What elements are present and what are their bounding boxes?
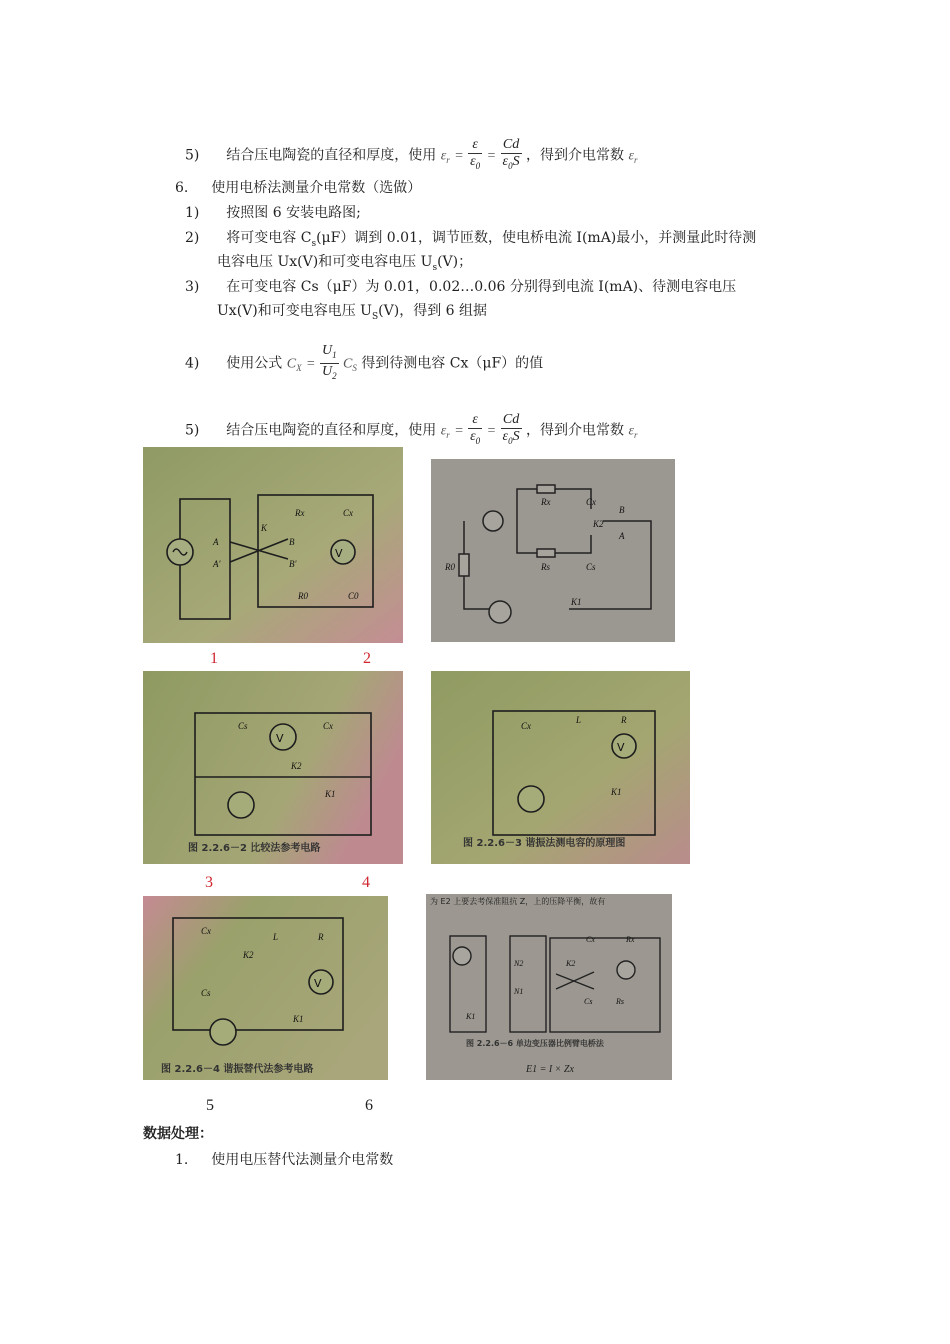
section-number: 6.: [175, 180, 189, 196]
fig1-v-label: V: [335, 547, 343, 560]
svg-text:K1: K1: [571, 597, 582, 607]
svg-text:R: R: [621, 715, 627, 725]
svg-text:B: B: [289, 537, 295, 547]
svg-text:N2: N2: [514, 959, 524, 968]
svg-text:R: R: [318, 932, 324, 942]
formula-eps-r: $\varepsilon_r$ = $\frac{\varepsilon}{\varepsilon_0}$ = $\frac{Cd}{\varepsilon_0S}$: [440, 137, 520, 171]
fig6-formula: E1 = I × Zx: [526, 1064, 574, 1075]
svg-text:V: V: [617, 741, 625, 754]
step-number: 5): [185, 147, 200, 164]
item-number: 1.: [175, 1152, 189, 1168]
svg-text:R0: R0: [445, 562, 455, 572]
svg-text:Rs: Rs: [616, 997, 624, 1006]
svg-text:Cs: Cs: [238, 721, 248, 731]
section-6: [175, 178, 421, 198]
step-number: 5): [185, 422, 200, 439]
svg-text:R0: R0: [298, 591, 308, 601]
svg-text:C0: C0: [348, 591, 359, 601]
svg-text:Rx: Rx: [295, 508, 305, 518]
svg-text:B: B: [619, 505, 625, 515]
step-3-cont: Ux(V)和可变电容电压 $U_S(V)$，得到 6 组据: [217, 303, 487, 322]
data-section-heading: 数据处理：: [143, 1126, 213, 1142]
data-item-1: [175, 1150, 393, 1170]
svg-text:Rx: Rx: [541, 497, 551, 507]
figure-3-circuit-photo: [143, 671, 403, 864]
svg-text:A: A: [213, 537, 219, 547]
svg-text:V: V: [314, 977, 322, 990]
step-number: 4): [185, 355, 200, 372]
svg-text:K1: K1: [611, 787, 622, 797]
svg-text:Cx: Cx: [586, 497, 596, 507]
figure-number-4: 4: [362, 874, 370, 891]
svg-text:Rs: Rs: [541, 562, 550, 572]
figure-4-circuit-photo: [431, 671, 690, 864]
step-1: [185, 203, 361, 223]
fig4-caption: 图 2.2.6－3 谐振法测电容的原理图: [463, 838, 626, 849]
fig6-top-text: 为 E2 上要去考保准阻抗 Z，上的压降平衡，故有: [430, 897, 606, 906]
svg-text:K2: K2: [593, 519, 604, 529]
svg-text:V: V: [276, 732, 284, 745]
section-title: 使用电桥法测量介电常数（选做）: [211, 180, 422, 196]
figure-1-circuit-photo: [143, 447, 403, 643]
figure-number-2: 2: [363, 650, 371, 667]
svg-text:K2: K2: [566, 959, 576, 968]
svg-text:K: K: [261, 523, 268, 533]
svg-text:K1: K1: [466, 1012, 476, 1021]
step-3: 3) 在可变电容 Cs（μF）为 0.01，0.02…0.06 分别得到电流 I(mA)、待测电容电压: [185, 279, 737, 295]
formula-eps-r: $\varepsilon_r$ = $\frac{\varepsilon}{\varepsilon_0}$ = $\frac{Cd}{\varepsilon_0S}$: [440, 412, 520, 446]
svg-text:Cx: Cx: [586, 935, 595, 944]
step-5-second: 5) 结合压电陶瓷的直径和厚度，使用 $\varepsilon_r$ = $\frac{\varepsilon}{\varepsilon_0}$ = $\frac{Cd}{\varepsilon_0S}$ ，得到介电常数 $\varepsilon_r$: [185, 412, 638, 449]
step-number: 1): [185, 205, 200, 221]
svg-text:Cx: Cx: [343, 508, 353, 518]
svg-text:A: A: [619, 531, 625, 541]
step-5-first: 5) 结合压电陶瓷的直径和厚度，使用 $\varepsilon_r$ = $\frac{\varepsilon}{\varepsilon_0}$ = $\frac{Cd}{\varepsilon_0S}$ ，得到介电常数 $\varepsilon_r$: [185, 137, 638, 174]
svg-text:Cs: Cs: [584, 997, 593, 1006]
figure-6-circuit-photo: [426, 894, 672, 1080]
svg-text:Cx: Cx: [323, 721, 333, 731]
step-4: 4) 使用公式 $C_X$ = $\frac{U_1}{U_2}$ $C_S$ 得到待测电容 Cx（μF）的值: [185, 343, 543, 384]
svg-text:Cx: Cx: [521, 721, 531, 731]
svg-text:N1: N1: [514, 987, 524, 996]
fig5-caption: 图 2.2.6－4 谐振替代法参考电路: [161, 1064, 314, 1075]
figure-number-5: 5: [206, 1097, 214, 1114]
svg-text:K1: K1: [325, 789, 336, 799]
item-text: 使用电压替代法测量介电常数: [211, 1152, 394, 1168]
figure-2-circuit-photo: [431, 459, 675, 642]
svg-text:Rx: Rx: [626, 935, 635, 944]
svg-text:L: L: [273, 932, 279, 942]
svg-text:Cs: Cs: [201, 988, 211, 998]
figure-number-1: 1: [210, 650, 218, 667]
svg-text:Cx: Cx: [201, 926, 211, 936]
step-2: 2) 将可变电容 $C_s(\mu F)$调到 0.01，调节匝数，使电桥电流 I(mA)最小，并测量此时待测: [185, 230, 757, 249]
figure-number-6: 6: [365, 1097, 373, 1114]
figure-number-3: 3: [205, 874, 213, 891]
formula-cx: $C_X$ = $\frac{U_1}{U_2}$ $C_S$: [286, 343, 357, 381]
svg-text:K2: K2: [243, 950, 254, 960]
svg-text:L: L: [576, 715, 582, 725]
svg-text:A': A': [213, 559, 221, 569]
svg-text:K2: K2: [291, 761, 302, 771]
svg-text:K1: K1: [293, 1014, 304, 1024]
step-text: 按照图 6 安装电路图;: [226, 205, 361, 221]
fig3-caption: 图 2.2.6－2 比较法参考电路: [188, 843, 321, 854]
figure-5-circuit-photo: [143, 896, 388, 1080]
svg-text:Cs: Cs: [586, 562, 596, 572]
step-text-after: ，得到介电常数: [526, 147, 625, 164]
svg-text:B': B': [289, 559, 297, 569]
step-2-cont: 电容电压 Ux(V)和可变电容电压 $U_s(V)$；: [217, 254, 473, 273]
fig6-caption: 图 2.2.6－6 单边变压器比例臂电桥法: [466, 1039, 604, 1048]
step-text: 结合压电陶瓷的直径和厚度，使用: [226, 147, 437, 164]
step-number: 2): [185, 230, 200, 246]
step-number: 3): [185, 279, 200, 295]
